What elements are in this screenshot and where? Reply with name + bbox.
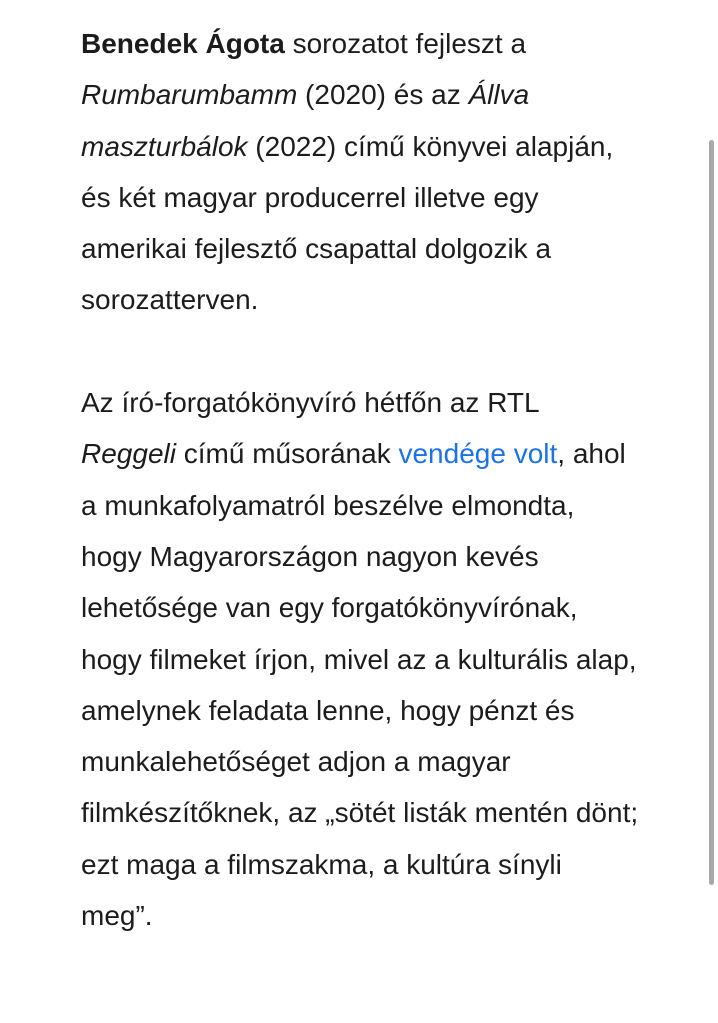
paragraph-2-text-a: Az író-forgatókönyvíró hétfőn az RTL [81,387,539,419]
guest-appearance-link[interactable]: vendége volt [398,438,558,470]
book-title-rumbarumbamm: Rumbarumbamm [81,79,298,111]
show-title-reggeli: Reggeli [81,438,176,470]
paragraph-2-text-b: című műsorának [175,438,399,470]
article-body [81,18,641,941]
book-title-allva: Állva maszturbálok [81,79,530,162]
paragraph-1-text-a: sorozatot fejleszt a [284,28,527,59]
paragraph-2-text-c: , ahol a munkafolyamatról beszélve elmondta, hogy Magyarországon nagyon kevés lehetősége van egy forgatókönyvírónak, hogy filmeket írjon, mivel az a kulturális alap, amelynek feladata lenne, hogy pénzt és munkalehetőséget adjon a magyar filmkészítőknek, az „sötét listák mentén dönt; ezt maga a filmszakma, a kultúra sínyli meg”. [81,438,639,932]
author-name: Benedek Ágota [81,28,285,59]
article-paragraph-2 [81,377,641,941]
vertical-scrollbar[interactable] [709,140,714,885]
article-paragraph-1 [81,18,641,326]
paragraph-1-text-b: (2020) és az [297,79,469,111]
paragraph-1-text-c: (2022) című könyvei alapján, és két magyar producerrel illetve egy amerikai fejlesztő csapattal dolgozik a sorozatterven. [81,130,614,316]
